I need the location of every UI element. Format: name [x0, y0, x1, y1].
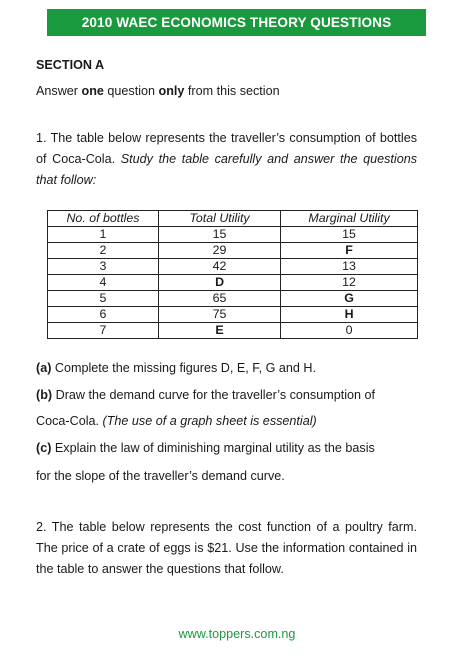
question-1-part-c: (c) Explain the law of diminishing marginal utility as the basis	[36, 441, 375, 455]
table-cell: 1	[48, 227, 159, 243]
column-header: No. of bottles	[48, 211, 159, 227]
table-cell: 6	[48, 307, 159, 323]
section-instruction: Answer one question only from this section	[36, 84, 280, 98]
table-cell: D	[159, 275, 281, 291]
table-cell: 5	[48, 291, 159, 307]
table-row	[48, 243, 418, 259]
table-cell: 29	[159, 243, 281, 259]
table-cell: 3	[48, 259, 159, 275]
question-1-part-c-continued: for the slope of the traveller’s demand curve.	[36, 469, 285, 483]
question-2-text: 2. The table below represents the cost function of a poultry farm. The price of a crate of eggs is $21. Use the information contained in the table to answer the questions that follow.	[36, 520, 417, 576]
table-cell: 4	[48, 275, 159, 291]
table-row	[48, 275, 418, 291]
table-cell: G	[281, 291, 418, 307]
table-cell: 7	[48, 323, 159, 339]
table-cell: 0	[281, 323, 418, 339]
table-cell: 15	[281, 227, 418, 243]
page-title-banner: 2010 WAEC ECONOMICS THEORY QUESTIONS	[47, 9, 426, 36]
question-1-part-b: (b) Draw the demand curve for the traveller’s consumption of	[36, 388, 376, 402]
table-cell: E	[159, 323, 281, 339]
table-cell: 13	[281, 259, 418, 275]
section-heading: SECTION A	[36, 58, 105, 72]
column-header: Total Utility	[159, 211, 281, 227]
table-cell: 42	[159, 259, 281, 275]
question-1-part-b-continued: Coca-Cola. (The use of a graph sheet is essential)	[36, 414, 317, 428]
table-cell: 75	[159, 307, 281, 323]
question-1-intro: 1. The table below represents the traveller’s consumption of bottles of Coca-Cola. Study the table carefully and answer the questions that follow:	[36, 131, 418, 187]
table-row	[48, 323, 418, 339]
column-header: Marginal Utility	[281, 211, 418, 227]
table-cell: H	[281, 307, 418, 323]
table-cell: F	[281, 243, 418, 259]
footer-url: www.toppers.com.ng	[178, 627, 296, 641]
table-row	[48, 307, 418, 323]
table-header-row	[48, 211, 418, 227]
table-cell: 15	[159, 227, 281, 243]
table-row	[48, 291, 418, 307]
table-cell: 65	[159, 291, 281, 307]
table-row	[48, 227, 418, 243]
utility-table	[47, 210, 418, 339]
question-1-part-a: (a) Complete the missing figures D, E, F, G and H.	[36, 361, 316, 375]
table-cell: 2	[48, 243, 159, 259]
table-cell: 12	[281, 275, 418, 291]
table-row	[48, 259, 418, 275]
